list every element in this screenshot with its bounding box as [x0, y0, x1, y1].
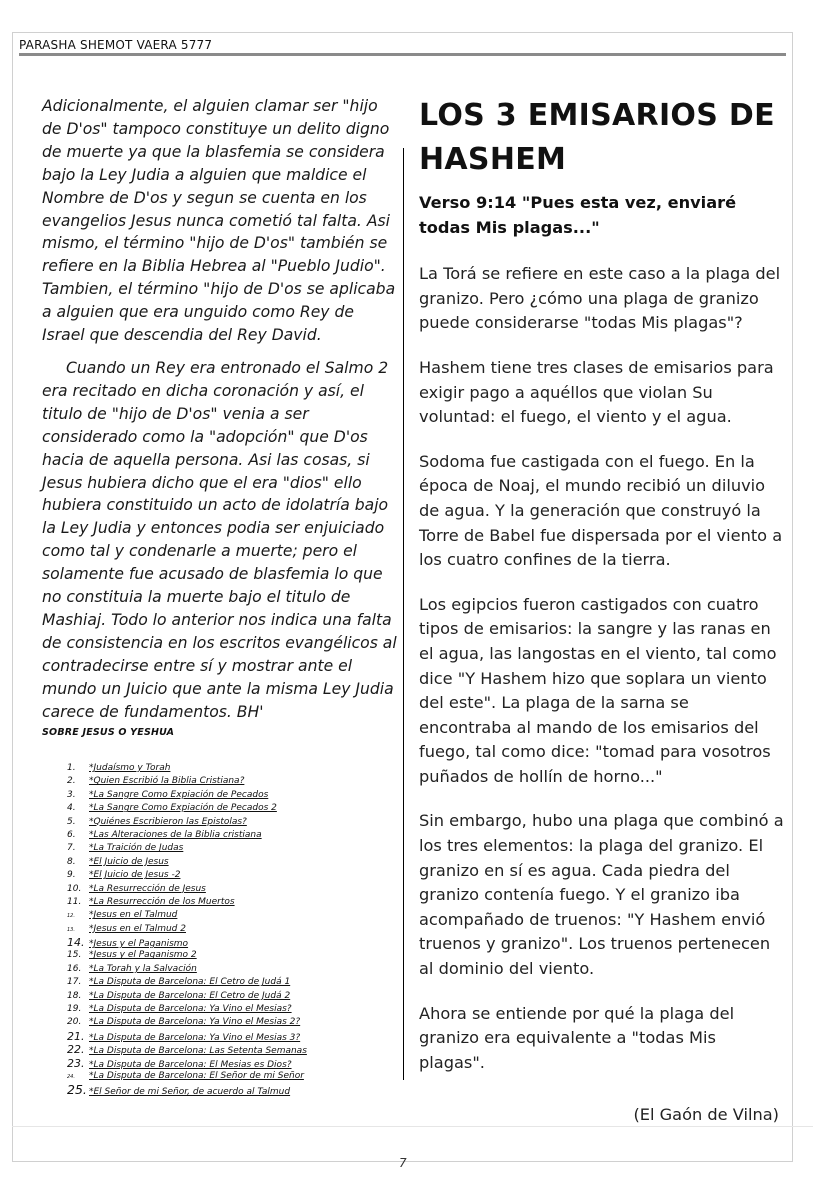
list-link[interactable]: *Quien Escribió la Biblia Cristiana?: [89, 776, 245, 787]
list-link[interactable]: *La Disputa de Barcelona: Las Setenta Semanas: [89, 1046, 307, 1057]
left-paragraph-2: Cuando un Rey era entronado el Salmo 2 era recitado en dicha coronación y así, el titulo de "hijo de D'os" venia a ser considerado como la "adopción" que D'os hacia de aquella persona. Asi las cosas, si Jesus hubiera dicho que el era "dios" ello hubiera constituido un acto de idolatría bajo la Ley Judia y entonces podia ser enjuiciado como tal y condenarle a muerte; pero el solamente fue acusado de blasfemia lo que no constituia la muerte bajo el titulo de Mashiaj. Todo lo anterior nos indica una falta de consistencia en los escritos evangélicos al contradecirse entre sí y mostrar ante el mundo un Juicio que ante la misma Ley Judia carece de fundamentos. BH': [42, 358, 397, 721]
column-divider: [403, 148, 404, 1080]
page-header: PARASHA SHEMOT VAERA 5777: [19, 38, 213, 52]
list-number: 13.: [67, 926, 75, 933]
header-rule: [19, 53, 786, 56]
list-number: 3.: [67, 789, 76, 800]
list-link[interactable]: *La Disputa de Barcelona: El Señor de mi Señor: [89, 1070, 304, 1081]
list-number: 23.: [67, 1056, 85, 1070]
article-paragraph: La Torá se refiere en este caso a la plaga del granizo. Pero ¿cómo una plaga de granizo puede considerarse "todas Mis plagas"?: [419, 264, 781, 333]
list-item: [62, 936, 362, 949]
article-paragraph: Sin embargo, hubo una plaga que combinó a los tres elementos: la plaga del granizo. El granizo en sí es agua. Cada piedra del granizo contenía fuego. Y el granizo iba acompañado de truenos: "Y Hashem envió truenos y granizo". Los truenos pertenecen al dominio del viento.: [419, 811, 784, 979]
list-link[interactable]: *Jesus en el Talmud: [89, 910, 178, 921]
link-list: [62, 762, 362, 1097]
list-link[interactable]: *El Juicio de Jesus: [89, 856, 169, 867]
list-item: [62, 1016, 362, 1029]
list-item: [62, 1003, 362, 1016]
list-item: [62, 802, 362, 815]
list-item: [62, 789, 362, 802]
list-number: 20.: [67, 1017, 82, 1028]
list-item: [62, 976, 362, 989]
list-number: 15.: [67, 950, 82, 961]
list-number: 14.: [67, 936, 85, 950]
list-item: [62, 896, 362, 909]
list-link[interactable]: *La Torah y la Salvación: [89, 963, 197, 974]
list-number: 10.: [67, 883, 82, 894]
list-link[interactable]: *Jesus y el Paganismo: [89, 939, 189, 950]
list-number: 25.: [67, 1082, 87, 1098]
list-link[interactable]: *Jesus y el Paganismo 2: [89, 950, 197, 961]
list-number: 16.: [67, 963, 82, 974]
list-item: [62, 816, 362, 829]
list-item: [62, 949, 362, 962]
list-number: 18.: [67, 990, 82, 1001]
list-item: [62, 775, 362, 788]
list-link[interactable]: *La Resurrección de Jesus: [89, 883, 206, 894]
page-number: 7: [399, 1156, 407, 1170]
list-link[interactable]: *La Traición de Judas: [89, 843, 184, 854]
list-number: 2.: [67, 776, 76, 787]
list-link[interactable]: *Judaísmo y Torah: [89, 763, 171, 773]
list-link[interactable]: *La Sangre Como Expiación de Pecados 2: [89, 803, 277, 814]
list-number: 12.: [67, 913, 75, 920]
footer-rule: [12, 1126, 813, 1127]
list-item: [62, 856, 362, 869]
list-number: 19.: [67, 1004, 82, 1015]
list-item: [62, 923, 362, 936]
list-link[interactable]: *La Disputa de Barcelona: El Cetro de Judá 1: [89, 977, 291, 988]
list-item: [62, 1083, 362, 1096]
list-item: [62, 909, 362, 922]
list-item: [62, 1070, 362, 1083]
section-title: SOBRE JESUS O YESHUA: [42, 727, 175, 738]
list-number: 4.: [67, 803, 76, 814]
left-column: [42, 95, 400, 723]
article-paragraph: Sodoma fue castigada con el fuego. En la época de Noaj, el mundo recibió un diluvio de agua. Y la generación que construyó la Torre de Babel fue dispersada por el viento a los cuatro confines de la tierra.: [419, 451, 783, 570]
list-number: 1.: [67, 763, 76, 773]
list-item: [62, 1057, 362, 1070]
list-link[interactable]: *La Resurrección de los Muertos: [89, 896, 235, 907]
list-link[interactable]: *La Disputa de Barcelona: Ya Vino el Mesias 3?: [89, 1032, 301, 1043]
list-item: [62, 1043, 362, 1056]
list-link[interactable]: *El Señor de mi Señor, de acuerdo al Talmud: [89, 1087, 291, 1098]
list-number: 5.: [67, 816, 76, 827]
list-link[interactable]: *La Disputa de Barcelona: Ya Vino el Mesias 2?: [89, 1017, 301, 1028]
list-item: [62, 990, 362, 1003]
list-link[interactable]: *La Sangre Como Expiación de Pecados: [89, 789, 269, 800]
list-number: 22.: [67, 1043, 85, 1057]
list-item: [62, 762, 362, 775]
list-link[interactable]: *La Disputa de Barcelona: El Cetro de Judá 2: [89, 990, 291, 1001]
article-paragraph: Los egipcios fueron castigados con cuatro tipos de emisarios: la sangre y las ranas en el agua, las langostas en el viento, tal como dice "Y Hashem hizo que soplara un viento del este". La plaga de la sarna se encontraba al mando de los emisarios del fuego, tal como dice: "tomad para vosotros puñados de hollín de horno...": [419, 594, 777, 786]
list-number: 7.: [67, 843, 76, 854]
list-link[interactable]: *Las Alteraciones de la Biblia cristiana: [89, 829, 262, 840]
list-item: [62, 869, 362, 882]
article-title: LOS 3 EMISARIOS DE HASHEM: [419, 98, 775, 177]
article-paragraph: Ahora se entiende por qué la plaga del granizo era equivalente a "todas Mis plagas".: [419, 1003, 735, 1072]
list-number: 17.: [67, 977, 82, 988]
list-link[interactable]: *La Disputa de Barcelona: Ya Vino el Mesias?: [89, 1004, 292, 1015]
list-link[interactable]: *Jesus en el Talmud 2: [89, 923, 186, 934]
list-number: 6.: [67, 829, 76, 840]
list-number: 8.: [67, 856, 76, 867]
list-number: 11.: [67, 896, 82, 907]
article-paragraph: Hashem tiene tres clases de emisarios para exigir pago a aquéllos que violan Su voluntad: el fuego, el viento y el agua.: [419, 357, 774, 427]
attribution: (El Gaón de Vilna): [633, 1105, 779, 1124]
right-column: [419, 94, 784, 1095]
list-item: [62, 963, 362, 976]
list-link[interactable]: *Quiénes Escribieron las Epistolas?: [89, 816, 247, 827]
verse-heading: Verso 9:14 "Pues esta vez, enviaré todas Mis plagas...": [419, 193, 737, 237]
left-paragraph-1: Adicionalmente, el alguien clamar ser "hijo de D'os" tampoco constituye un delito digno de muerte ya que la blasfemia se considera bajo la Ley Judia a alguien que maldice el Nombre de D'os y segun se cuenta en los evangelios Jesus nunca cometió tal falta. Asi mismo, el término "hijo de D'os" también se refiere en la Biblia Hebrea al "Pueblo Judio". Tambien, el término "hijo de D'os se aplicaba a alguien que era unguido como Rey de Israel que descendia del Rey David.: [42, 97, 396, 345]
list-link[interactable]: *El Juicio de Jesus -2: [89, 870, 181, 881]
list-number: 21.: [67, 1029, 85, 1043]
list-number: 9.: [67, 870, 76, 881]
list-number: 24.: [67, 1073, 75, 1080]
list-item: [62, 829, 362, 842]
list-item: [62, 1030, 362, 1043]
list-item: [62, 842, 362, 855]
list-link[interactable]: *La Disputa de Barcelona: El Mesias es Dios?: [89, 1059, 292, 1070]
list-item: [62, 883, 362, 896]
